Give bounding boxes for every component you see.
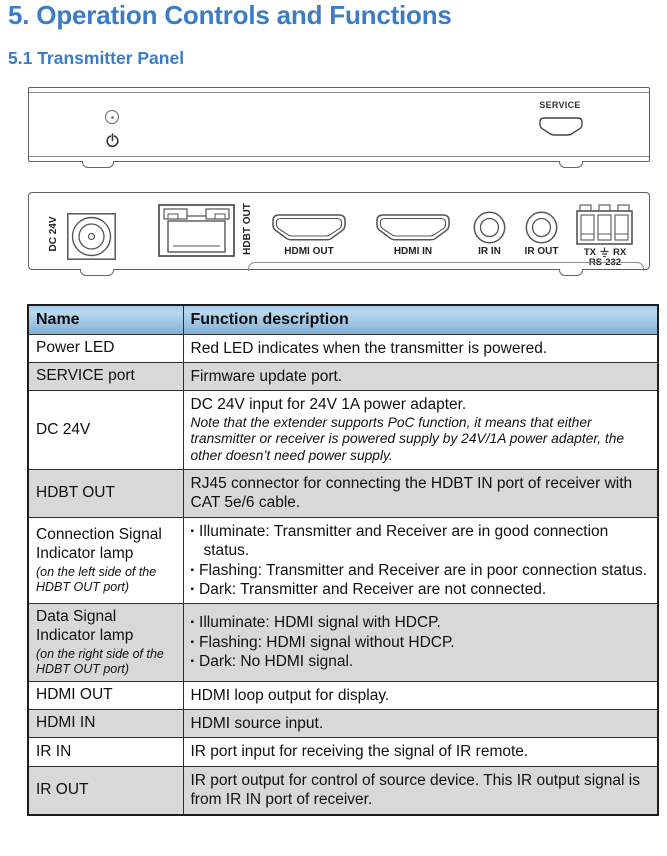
- power-led-indicator: [105, 110, 119, 124]
- hdmi-out-port-icon: [272, 214, 346, 241]
- table-row: [28, 470, 658, 518]
- row-bullet-item: ▪ Illuminate: HDMI signal with HDCP.: [191, 613, 651, 632]
- ir-in-jack-icon: [473, 211, 506, 244]
- function-table: [27, 304, 659, 816]
- row-name: HDMI IN: [36, 714, 96, 732]
- column-header-description: Function description: [183, 305, 658, 334]
- row-name-cell: [28, 604, 183, 681]
- table-row: [28, 738, 658, 766]
- front-panel-bottom-groove: [29, 156, 649, 157]
- dc-power-jack-icon: [67, 213, 116, 260]
- row-description-cell: [183, 517, 658, 604]
- row-name: Power LED: [36, 338, 115, 356]
- row-name-cell: [28, 362, 183, 390]
- row-description-cell: [183, 766, 658, 814]
- row-description: HDMI loop output for display.: [190, 686, 390, 704]
- row-name: Data Signal Indicator lamp: [36, 608, 134, 645]
- row-description-cell: [183, 391, 658, 470]
- row-name-cell: [28, 517, 183, 604]
- row-description-cell: [183, 470, 658, 518]
- micro-usb-port-icon: [539, 117, 583, 137]
- panel-foot: [559, 161, 583, 168]
- row-name: IR OUT: [36, 780, 89, 798]
- row-description: Firmware update port.: [190, 367, 343, 385]
- panel-foot: [559, 269, 583, 276]
- hdmi-in-port-icon: [376, 214, 450, 241]
- row-name-cell: [28, 470, 183, 518]
- row-description: Red LED indicates when the transmitter is powered.: [190, 339, 548, 357]
- table-row: [28, 517, 658, 604]
- row-bullet-item: ▪ Dark: Transmitter and Receiver are not connected.: [191, 580, 651, 599]
- row-description: RJ45 connector for connecting the HDBT IN port of receiver with CAT 5e/6 cable.: [190, 475, 633, 512]
- function-table-body: [28, 334, 658, 815]
- table-row: [28, 362, 658, 390]
- row-description-cell: [183, 604, 658, 681]
- row-description: IR port output for control of source device. This IR output signal is from IR IN port of receiver.: [190, 771, 640, 809]
- row-bullet-item: ▪ Illuminate: Transmitter and Receiver are in good connection status.: [191, 522, 651, 561]
- row-name: SERVICE port: [36, 367, 135, 385]
- ir-out-jack-icon: [525, 211, 558, 244]
- row-description-cell: [183, 738, 658, 766]
- table-row: [28, 391, 658, 470]
- table-header-row: [28, 305, 658, 334]
- front-panel-top-groove: [29, 92, 649, 93]
- ir-out-label: IR OUT: [524, 246, 559, 257]
- row-name-note: (on the left side of the HDBT OUT port): [36, 565, 157, 595]
- table-row: [28, 604, 658, 681]
- row-description-cell: [183, 710, 658, 738]
- row-name: HDBT OUT: [36, 484, 115, 502]
- ir-in-label: IR IN: [478, 246, 501, 257]
- row-name: DC 24V: [36, 420, 91, 438]
- row-bullet-item: ▪ Flashing: Transmitter and Receiver are in poor connection status.: [191, 561, 651, 580]
- rx-label: RX: [612, 247, 627, 258]
- row-description: HDMI source input.: [190, 715, 324, 733]
- row-name: HDMI OUT: [36, 685, 113, 703]
- panel-foot: [82, 161, 114, 168]
- row-bullet-item: ▪ Flashing: HDMI signal without HDCP.: [191, 633, 651, 652]
- row-name-cell: [28, 334, 183, 362]
- table-row: [28, 681, 658, 709]
- section-title: 5. Operation Controls and Functions: [8, 0, 452, 30]
- row-description-cell: [183, 681, 658, 709]
- row-name-cell: [28, 766, 183, 814]
- column-header-name: Name: [28, 305, 183, 334]
- row-name: IR IN: [36, 742, 72, 760]
- power-icon: [105, 133, 120, 149]
- row-name-cell: [28, 681, 183, 709]
- tx-label: TX: [583, 247, 596, 258]
- row-name-cell: [28, 710, 183, 738]
- rj45-port-icon: [158, 204, 235, 257]
- row-bullet-item: ▪ Dark: No HDMI signal.: [191, 652, 651, 671]
- row-name-cell: [28, 738, 183, 766]
- service-port-label: SERVICE: [539, 100, 581, 110]
- row-description: IR port input for receiving the signal of IR remote.: [190, 743, 529, 761]
- hdmi-in-label: HDMI IN: [393, 246, 433, 257]
- table-row: [28, 766, 658, 814]
- row-name-cell: [28, 391, 183, 470]
- panel-foot: [80, 269, 114, 276]
- row-description-cell: [183, 334, 658, 362]
- table-row: [28, 334, 658, 362]
- rs232-terminal-block-icon: [576, 204, 633, 245]
- hdbt-out-label: HDBT OUT: [241, 203, 253, 255]
- row-description-cell: [183, 362, 658, 390]
- table-row: [28, 710, 658, 738]
- subsection-title: 5.1 Transmitter Panel: [8, 48, 185, 68]
- row-name-note: (on the right side of the HDBT OUT port): [36, 647, 164, 676]
- dc-24v-label: DC 24V: [47, 216, 59, 252]
- led-dot: [111, 116, 114, 119]
- rs232-label: RS-232: [588, 257, 622, 268]
- row-description-note: Note that the extender supports PoC function, it means that either transmitter or receiver is powered supply by 24V/1A power adapter, the other doesn’t need power supply.: [190, 414, 625, 464]
- row-description: DC 24V input for 24V 1A power adapter.: [190, 396, 467, 414]
- rear-panel-bottom-groove: [248, 262, 644, 271]
- hdmi-out-label: HDMI OUT: [284, 246, 334, 257]
- row-name: Connection Signal Indicator lamp: [36, 526, 162, 563]
